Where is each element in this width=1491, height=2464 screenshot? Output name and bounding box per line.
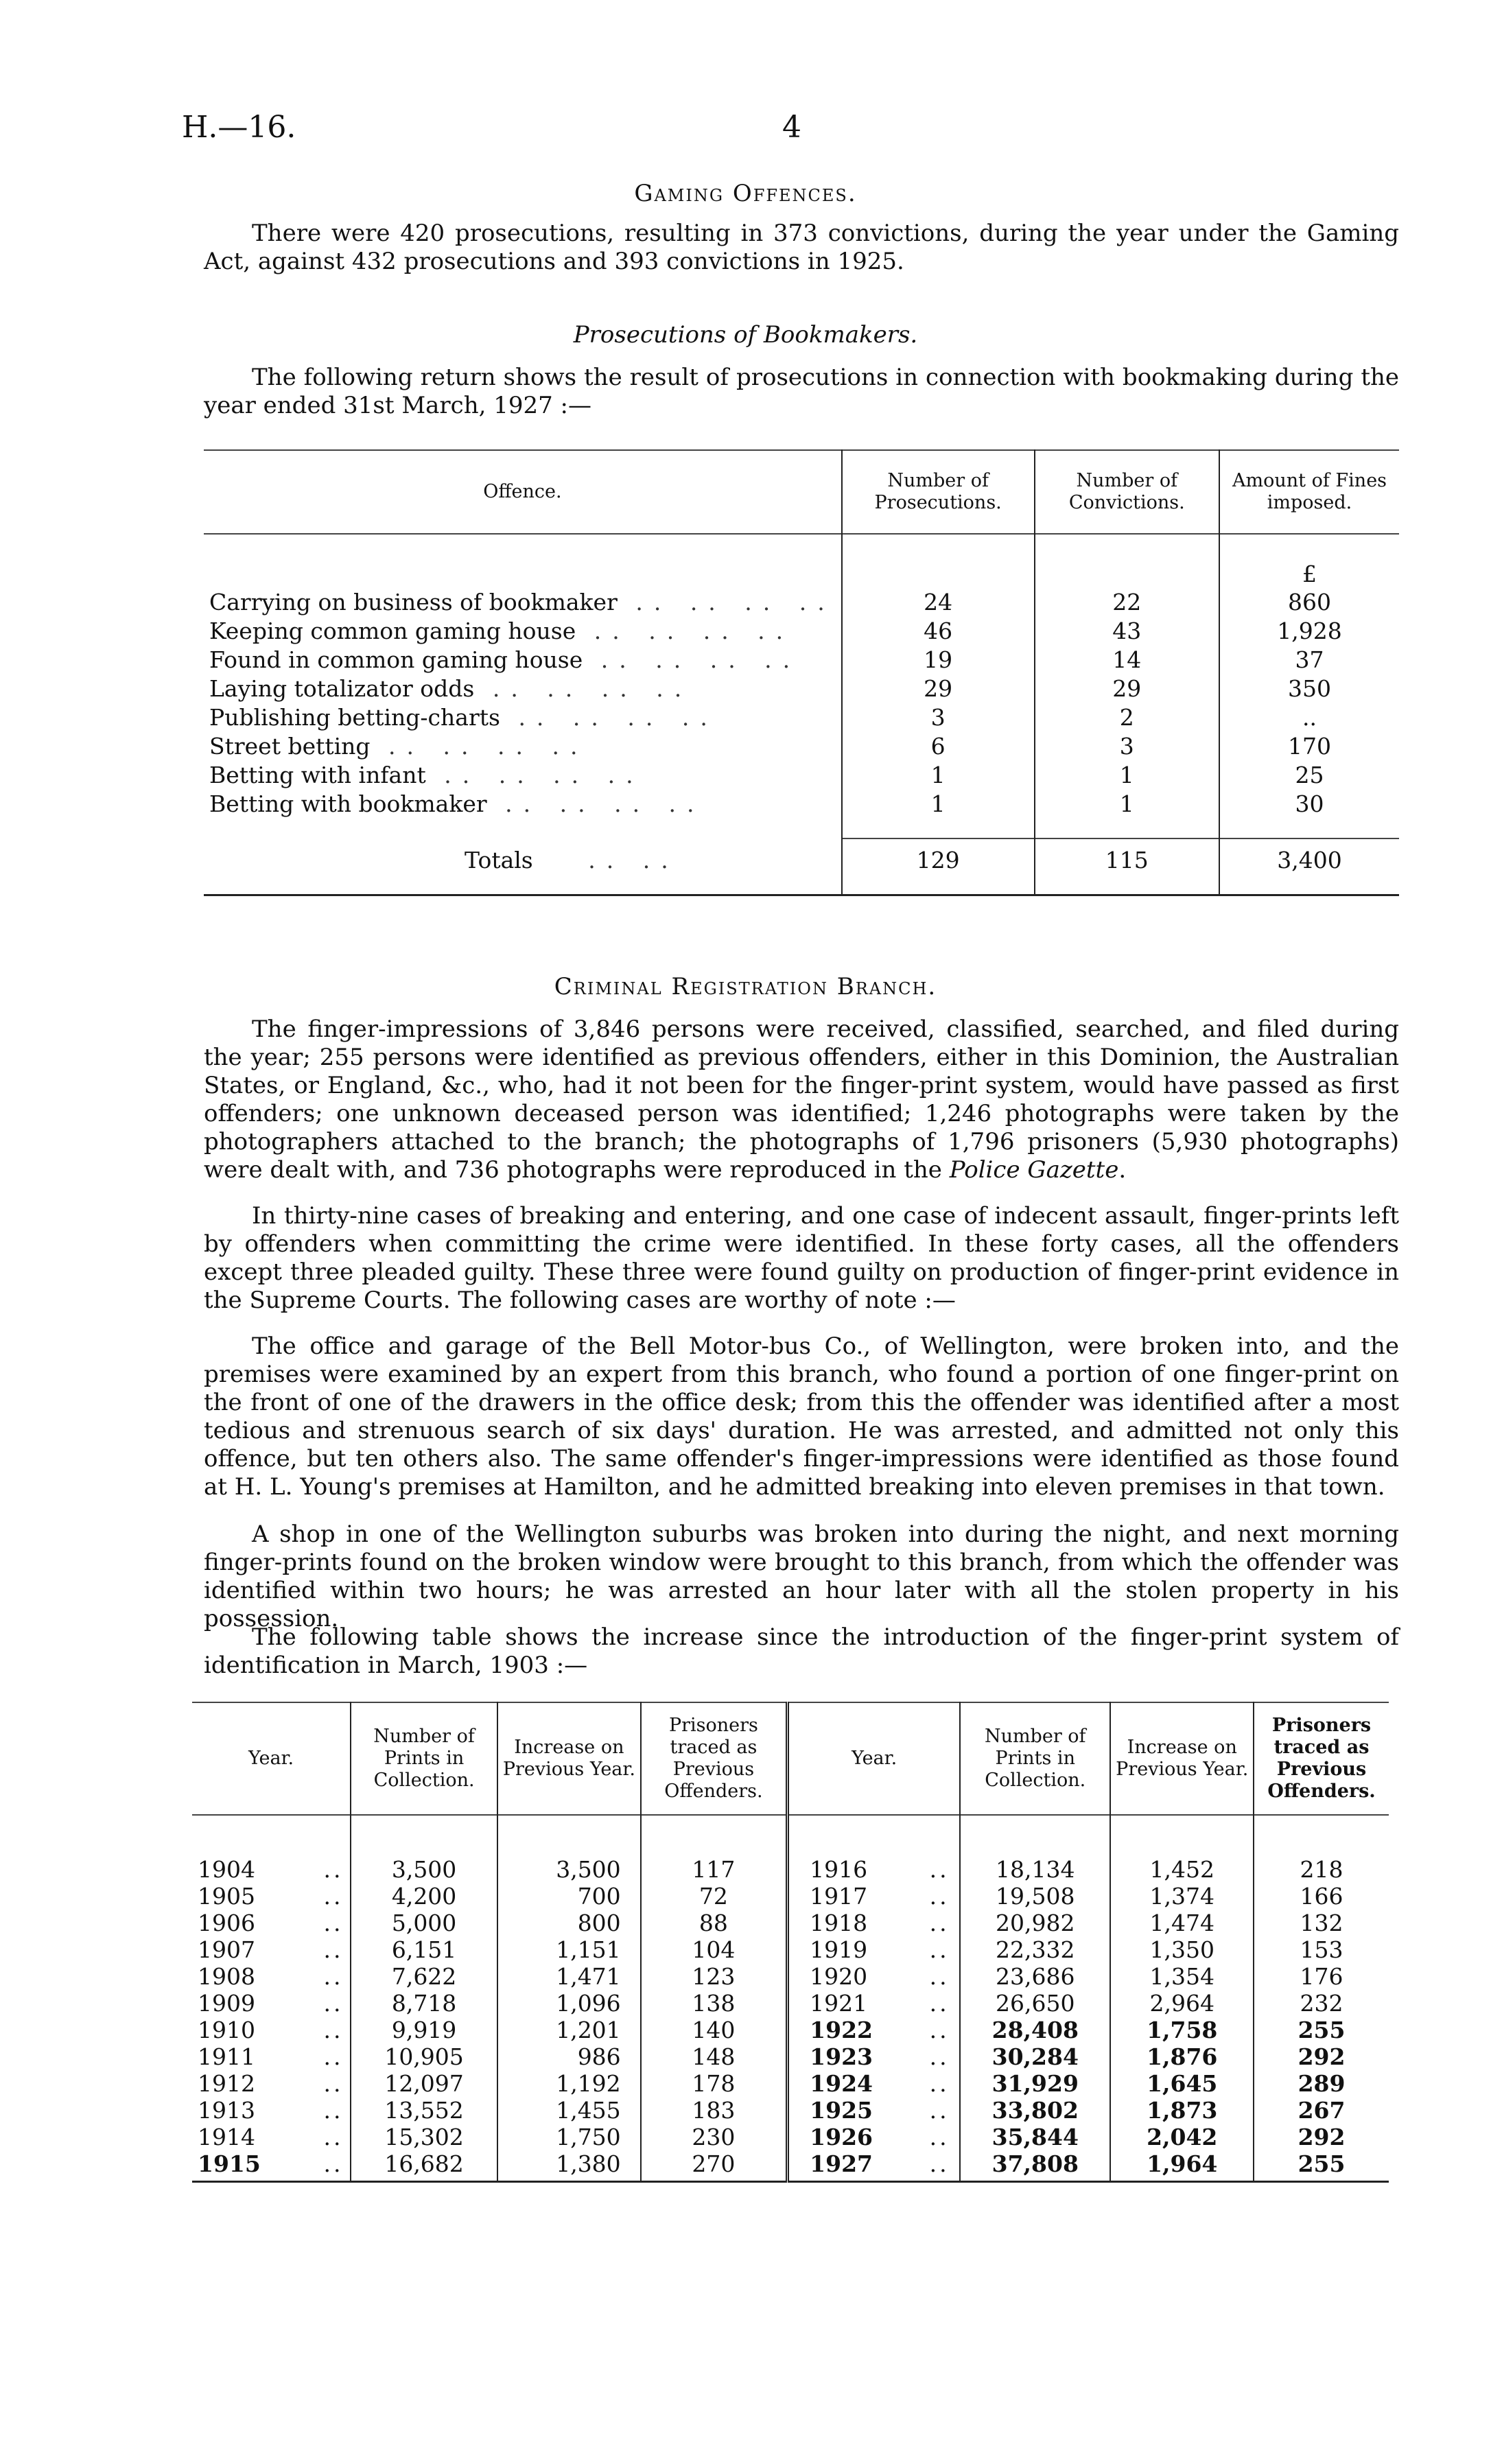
total-prosecutions: 129 <box>842 838 1035 881</box>
convictions-value: 43 <box>1035 616 1220 645</box>
year-left: 1908 <box>198 1963 255 1990</box>
prosecutions-value: 6 <box>842 731 1035 760</box>
increase-left: 1,380 <box>497 2150 641 2177</box>
traced-left: 104 <box>641 1936 788 1963</box>
col-year-right: Year. <box>788 1702 960 1815</box>
traced-right: 232 <box>1254 1990 1389 2017</box>
increase-left: 800 <box>497 1910 641 1936</box>
prosecutions-value: 24 <box>842 587 1035 616</box>
col-increase-right: Increase on Previous Year. <box>1110 1702 1254 1815</box>
traced-right: 292 <box>1254 2124 1389 2150</box>
traced-right: 292 <box>1254 2043 1389 2070</box>
prints-right: 31,929 <box>960 2070 1110 2097</box>
fines-value: .. <box>1219 703 1399 731</box>
prints-right: 33,802 <box>960 2097 1110 2124</box>
table-row: 1904 .. 3,500 3,500 117 1916 .. 18,134 1,452 218 <box>192 1856 1389 1883</box>
fingerprint-table <box>192 1702 1389 2183</box>
year-left: 1913 <box>198 2097 255 2124</box>
year-right: 1924 <box>788 2070 920 2097</box>
col-convictions: Number of Convictions. <box>1035 450 1220 534</box>
offence-name: Carrying on business of bookmaker <box>209 588 618 615</box>
col-traced-right: Prisoners traced as Previous Offenders. <box>1254 1702 1389 1815</box>
fines-value: 1,928 <box>1219 616 1399 645</box>
traced-right: 132 <box>1254 1910 1389 1936</box>
increase-right: 1,374 <box>1110 1883 1254 1910</box>
prosecutions-value: 1 <box>842 789 1035 818</box>
currency-symbol: £ <box>1219 534 1399 587</box>
increase-right: 1,873 <box>1110 2097 1254 2124</box>
increase-right: 2,042 <box>1110 2124 1254 2150</box>
prints-left: 16,682 <box>351 2150 497 2177</box>
table-row: Betting with infant .. .. .. .. 1 1 25 <box>204 760 1399 789</box>
prosecutions-value: 3 <box>842 703 1035 731</box>
table-row: Publishing betting-charts .. .. .. .. 3 2 .. <box>204 703 1399 731</box>
prosecutions-value: 46 <box>842 616 1035 645</box>
convictions-value: 14 <box>1035 645 1220 674</box>
table-row: 1912 .. 12,097 1,192 178 1924 .. 31,929 1,645 289 <box>192 2070 1389 2097</box>
prosecutions-value: 29 <box>842 674 1035 703</box>
criminal-heading: Criminal Registration Branch. <box>554 973 937 1000</box>
prints-right: 37,808 <box>960 2150 1110 2177</box>
increase-left: 1,471 <box>497 1963 641 1990</box>
table-row: 1907 .. 6,151 1,151 104 1919 .. 22,332 1,350 153 <box>192 1936 1389 1963</box>
table-row: Street betting .. .. .. .. 6 3 170 <box>204 731 1399 760</box>
p1-text: The finger-impressions of 3,846 persons were received, classified, searched, and filed during the year; 255 persons were identified as previous offenders, either in this Dominion, the Australian States, or England, &c., who, had it not been for the finger-print system, would have passed as first offenders; one unknown deceased person was identified; 1,246 photographs were taken by the photographers attached to the branch; the photographs of 1,796 prisoners (5,930 photographs) were dealt with, and 736 photographs were reproduced in the <box>204 1016 1399 1184</box>
bookmaker-table: Offence. Number of Prosecutions. Number of Convictions. Amount of Fines imposed. £ Carrying on business of bookmaker .. .. .. .. 24 22 860 Keeping common gaming house .. .. .. .. 46 43 1,928 Found in common gaming house .. .. .. .. 19 14 37 Laying totalizator odds .. .. .. .. 29 29 350 Publishing betting-charts .. .. .. .. 3 2 .. Street betting .. .. .. .. 6 3 170 Betting with infant .. .. .. .. 1 1 25 Betting with bookmaker .. .. .. .. 1 1 30 Totals .. .. 129 115 3,400 <box>204 449 1399 896</box>
convictions-value: 1 <box>1035 789 1220 818</box>
table-row: Keeping common gaming house .. .. .. .. 46 43 1,928 <box>204 616 1399 645</box>
bookmakers-subheading: Prosecutions of Bookmakers. <box>573 321 918 349</box>
prints-left: 12,097 <box>351 2070 497 2097</box>
prints-left: 4,200 <box>351 1883 497 1910</box>
increase-right: 1,350 <box>1110 1936 1254 1963</box>
convictions-value: 22 <box>1035 587 1220 616</box>
year-right: 1920 <box>788 1963 920 1990</box>
convictions-value: 2 <box>1035 703 1220 731</box>
criminal-paragraph-3: The office and garage of the Bell Motor-bus Co., of Wellington, were broken into, and the premises were examined by an expert from this branch, who found a portion of one finger-print on the front of one of the drawers in the office desk; from this the offender was identified after a most tedious and strenuous search of six days' duration. He was arrested, and admitted not only this offence, but ten others also. The same offender's finger-impressions were identified as those found at H. L. Young's premises at Hamilton, and he admitted breaking into eleven premises in that town. <box>204 1333 1399 1501</box>
criminal-paragraph-1 <box>204 1016 1399 1184</box>
year-left: 1911 <box>198 2043 255 2070</box>
year-right: 1926 <box>788 2124 920 2150</box>
criminal-paragraph-4: A shop in one of the Wellington suburbs was broken into during the night, and next morning finger-prints found on the broken window were brought to this branch, from which the offender was identified within two hours; he was arrested an hour later with all the stolen property in his possession. <box>204 1521 1399 1632</box>
increase-left: 700 <box>497 1883 641 1910</box>
increase-left: 1,201 <box>497 2017 641 2043</box>
traced-right: 255 <box>1254 2017 1389 2043</box>
traced-left: 117 <box>641 1856 788 1883</box>
col-prosecutions: Number of Prosecutions. <box>842 450 1035 534</box>
increase-left: 1,750 <box>497 2124 641 2150</box>
increase-right: 1,758 <box>1110 2017 1254 2043</box>
increase-left: 1,192 <box>497 2070 641 2097</box>
criminal-paragraph-2: In thirty-nine cases of breaking and entering, and one case of indecent assault, finger-prints left by offenders when committing the crime were identified. In these forty cases, all the offenders except three pleaded guilty. These three were found guilty on production of finger-print evidence in the Supreme Courts. The following cases are worthy of note :— <box>204 1202 1399 1314</box>
increase-right: 1,452 <box>1110 1856 1254 1883</box>
increase-right: 1,876 <box>1110 2043 1254 2070</box>
year-right: 1918 <box>788 1910 920 1936</box>
year-right: 1921 <box>788 1990 920 2017</box>
year-left: 1905 <box>198 1883 255 1910</box>
table-row: 1910 .. 9,919 1,201 140 1922 .. 28,408 1,758 255 <box>192 2017 1389 2043</box>
totals-label: Totals <box>465 846 533 873</box>
prints-left: 5,000 <box>351 1910 497 1936</box>
increase-left: 3,500 <box>497 1856 641 1883</box>
traced-right: 255 <box>1254 2150 1389 2177</box>
increase-right: 2,964 <box>1110 1990 1254 2017</box>
prints-left: 3,500 <box>351 1856 497 1883</box>
increase-right: 1,474 <box>1110 1910 1254 1936</box>
fines-value: 350 <box>1219 674 1399 703</box>
prints-left: 15,302 <box>351 2124 497 2150</box>
table-row: 1915 .. 16,682 1,380 270 1927 .. 37,808 1,964 255 <box>192 2150 1389 2177</box>
traced-left: 123 <box>641 1963 788 1990</box>
traced-right: 166 <box>1254 1883 1389 1910</box>
offence-name: Betting with infant <box>209 761 426 788</box>
prints-right: 20,982 <box>960 1910 1110 1936</box>
increase-left: 1,096 <box>497 1990 641 2017</box>
prints-right: 35,844 <box>960 2124 1110 2150</box>
year-right: 1917 <box>788 1883 920 1910</box>
total-convictions: 115 <box>1035 838 1220 881</box>
traced-left: 88 <box>641 1910 788 1936</box>
traced-right: 267 <box>1254 2097 1389 2124</box>
fines-value: 860 <box>1219 587 1399 616</box>
table-row: Found in common gaming house .. .. .. .. 19 14 37 <box>204 645 1399 674</box>
prints-left: 8,718 <box>351 1990 497 2017</box>
offence-name: Laying totalizator odds <box>209 674 475 702</box>
prints-right: 28,408 <box>960 2017 1110 2043</box>
table-row: 1911 .. 10,905 986 148 1923 .. 30,284 1,876 292 <box>192 2043 1389 2070</box>
col-offence: Offence. <box>483 481 562 502</box>
traced-right: 153 <box>1254 1936 1389 1963</box>
year-right: 1922 <box>788 2017 920 2043</box>
year-left: 1907 <box>198 1936 255 1963</box>
fines-value: 25 <box>1219 760 1399 789</box>
document-code: H.—16. <box>182 110 296 145</box>
increase-left: 1,151 <box>497 1936 641 1963</box>
increase-right: 1,645 <box>1110 2070 1254 2097</box>
offence-name: Street betting <box>209 732 371 760</box>
criminal-paragraph-5: The following table shows the increase since the introduction of the finger-print system of identification in March, 1903 :— <box>204 1623 1399 1679</box>
table-row: Betting with bookmaker .. .. .. .. 1 1 30 <box>204 789 1399 818</box>
increase-left: 1,455 <box>497 2097 641 2124</box>
prints-left: 7,622 <box>351 1963 497 1990</box>
offence-name: Found in common gaming house <box>209 646 583 673</box>
traced-left: 178 <box>641 2070 788 2097</box>
table-row: 1906 .. 5,000 800 88 1918 .. 20,982 1,474 132 <box>192 1910 1389 1936</box>
traced-left: 148 <box>641 2043 788 2070</box>
traced-right: 289 <box>1254 2070 1389 2097</box>
table-row: Carrying on business of bookmaker .. .. .. .. 24 22 860 <box>204 587 1399 616</box>
traced-right: 176 <box>1254 1963 1389 1990</box>
table-row: 1909 .. 8,718 1,096 138 1921 .. 26,650 2,964 232 <box>192 1990 1389 2017</box>
prints-right: 22,332 <box>960 1936 1110 1963</box>
prints-right: 26,650 <box>960 1990 1110 2017</box>
prints-right: 18,134 <box>960 1856 1110 1883</box>
traced-left: 270 <box>641 2150 788 2177</box>
col-prints-left: Number of Prints in Collection. <box>351 1702 497 1815</box>
year-left: 1914 <box>198 2124 255 2150</box>
traced-left: 140 <box>641 2017 788 2043</box>
year-left: 1906 <box>198 1910 255 1936</box>
offence-name: Keeping common gaming house <box>209 617 576 644</box>
year-left: 1909 <box>198 1990 255 2017</box>
col-prints-right: Number of Prints in Collection. <box>960 1702 1110 1815</box>
gaming-heading: Gaming Offences. <box>634 180 857 207</box>
increase-left: 986 <box>497 2043 641 2070</box>
table-row: 1908 .. 7,622 1,471 123 1920 .. 23,686 1,354 176 <box>192 1963 1389 1990</box>
col-increase-left: Increase on Previous Year. <box>497 1702 641 1815</box>
prints-left: 13,552 <box>351 2097 497 2124</box>
year-right: 1925 <box>788 2097 920 2124</box>
col-year-left: Year. <box>248 1748 294 1769</box>
table-row: 1913 .. 13,552 1,455 183 1925 .. 33,802 1,873 267 <box>192 2097 1389 2124</box>
traced-left: 230 <box>641 2124 788 2150</box>
fines-value: 37 <box>1219 645 1399 674</box>
prints-left: 6,151 <box>351 1936 497 1963</box>
year-right: 1927 <box>788 2150 920 2177</box>
year-right: 1916 <box>788 1856 920 1883</box>
table-row: Laying totalizator odds .. .. .. .. 29 29 350 <box>204 674 1399 703</box>
convictions-value: 29 <box>1035 674 1220 703</box>
prints-right: 23,686 <box>960 1963 1110 1990</box>
year-left: 1910 <box>198 2017 255 2043</box>
offence-name: Publishing betting-charts <box>209 703 500 731</box>
table-row: 1914 .. 15,302 1,750 230 1926 .. 35,844 2,042 292 <box>192 2124 1389 2150</box>
year-left: 1915 <box>198 2150 261 2177</box>
fines-value: 170 <box>1219 731 1399 760</box>
page-number: 4 <box>782 110 801 145</box>
year-left: 1904 <box>198 1856 255 1883</box>
prints-right: 30,284 <box>960 2043 1110 2070</box>
increase-right: 1,964 <box>1110 2150 1254 2177</box>
prosecutions-value: 19 <box>842 645 1035 674</box>
return-text: The following return shows the result of prosecutions in connection with bookmaking during the year ended 31st March, 1927 :— <box>204 364 1399 419</box>
traced-left: 138 <box>641 1990 788 2017</box>
prints-left: 9,919 <box>351 2017 497 2043</box>
year-left: 1912 <box>198 2070 255 2097</box>
prosecutions-value: 1 <box>842 760 1035 789</box>
year-right: 1919 <box>788 1936 920 1963</box>
p1-end: . <box>1118 1156 1127 1184</box>
prints-right: 19,508 <box>960 1883 1110 1910</box>
convictions-value: 3 <box>1035 731 1220 760</box>
col-fines: Amount of Fines imposed. <box>1219 450 1399 534</box>
traced-left: 183 <box>641 2097 788 2124</box>
year-right: 1923 <box>788 2043 920 2070</box>
traced-left: 72 <box>641 1883 788 1910</box>
offence-name: Betting with bookmaker <box>209 790 487 817</box>
convictions-value: 1 <box>1035 760 1220 789</box>
prints-left: 10,905 <box>351 2043 497 2070</box>
table-row: 1905 .. 4,200 700 72 1917 .. 19,508 1,374 166 <box>192 1883 1389 1910</box>
traced-right: 218 <box>1254 1856 1389 1883</box>
gaming-intro: There were 420 prosecutions, resulting in 373 convictions, during the year under the Gaming Act, against 432 prosecutions and 393 convictions in 1925. <box>204 220 1399 275</box>
police-gazette-title: Police Gazette <box>949 1156 1119 1184</box>
total-fines: 3,400 <box>1219 838 1399 881</box>
fines-value: 30 <box>1219 789 1399 818</box>
increase-right: 1,354 <box>1110 1963 1254 1990</box>
col-traced-left: Prisoners traced as Previous Offenders. <box>641 1702 788 1815</box>
